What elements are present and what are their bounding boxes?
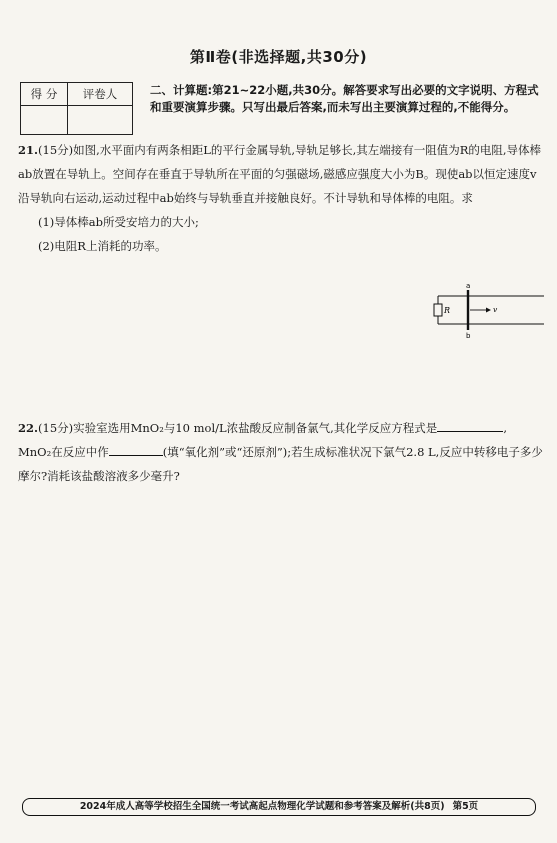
grader-cell xyxy=(68,106,133,135)
section-heading: 二、计算题:第21~22小题,共30分。解答要求写出必要的文字说明、方程式和重要演算步骤。只写出最后答案,而未写出主要演算过程的,不能得分。 xyxy=(150,83,539,114)
page-footer xyxy=(22,798,536,816)
resistor xyxy=(434,304,442,316)
question-21-stem xyxy=(18,138,546,210)
question-22-text-3: MnO₂在反应中作 xyxy=(18,445,109,459)
score-header: 得 分 xyxy=(21,83,68,106)
question-21-number: 21. xyxy=(18,143,39,157)
question-22-text-2: , xyxy=(503,421,507,435)
footer-text: 2024年成人高等学校招生全国统一考试高起点物理化学试题和参考答案及解析(共8页) xyxy=(79,801,445,812)
page-number: 第5页 xyxy=(452,801,479,812)
section-title: 第Ⅱ卷(非选择题,共30分) xyxy=(189,48,368,66)
question-21-points: (15分) xyxy=(38,143,74,157)
question-22 xyxy=(18,416,546,488)
score-table xyxy=(20,82,133,135)
question-22-text-1: 实验室选用MnO₂与10 mol/L浓盐酸反应制备氯气,其化学反应方程式是 xyxy=(73,421,438,435)
score-cell xyxy=(21,106,68,135)
velocity-label: v xyxy=(493,305,498,314)
rod-end-b-label: b xyxy=(466,332,471,340)
resistor-label: R xyxy=(444,306,451,315)
question-22-number: 22. xyxy=(18,421,39,435)
rod-end-a-label: a xyxy=(466,282,471,290)
rail-circuit-figure xyxy=(430,280,544,340)
grader-header: 评卷人 xyxy=(68,83,133,106)
role-blank[interactable] xyxy=(109,443,163,456)
question-21-part-2: (2)电阻R上消耗的功率。 xyxy=(38,239,167,253)
question-21 xyxy=(18,138,546,258)
question-22-text-4: (填“氧化剂”或“还原剂”);若生成标准状况下氯气2.8 L,反应中转移电子多少摩尔?消耗该盐酸溶液多少毫升? xyxy=(18,445,543,483)
question-21-part-1: (1)导体棒ab所受安培力的大小; xyxy=(38,215,199,229)
question-22-points: (15分) xyxy=(38,421,74,435)
question-21-text: 如图,水平面内有两条相距L的平行金属导轨,导轨足够长,其左端接有一阻值为R的电阻,导体棒ab放置在导轨上。空间存在垂直于导轨所在平面的匀强磁场,磁感应强度大小为B。现使ab以恒定速度v沿导轨向右运动,运动过程中ab始终与导轨垂直并接触良好。不计导轨和导体棒的电阻。求 xyxy=(18,143,542,205)
equation-blank[interactable] xyxy=(437,419,503,432)
